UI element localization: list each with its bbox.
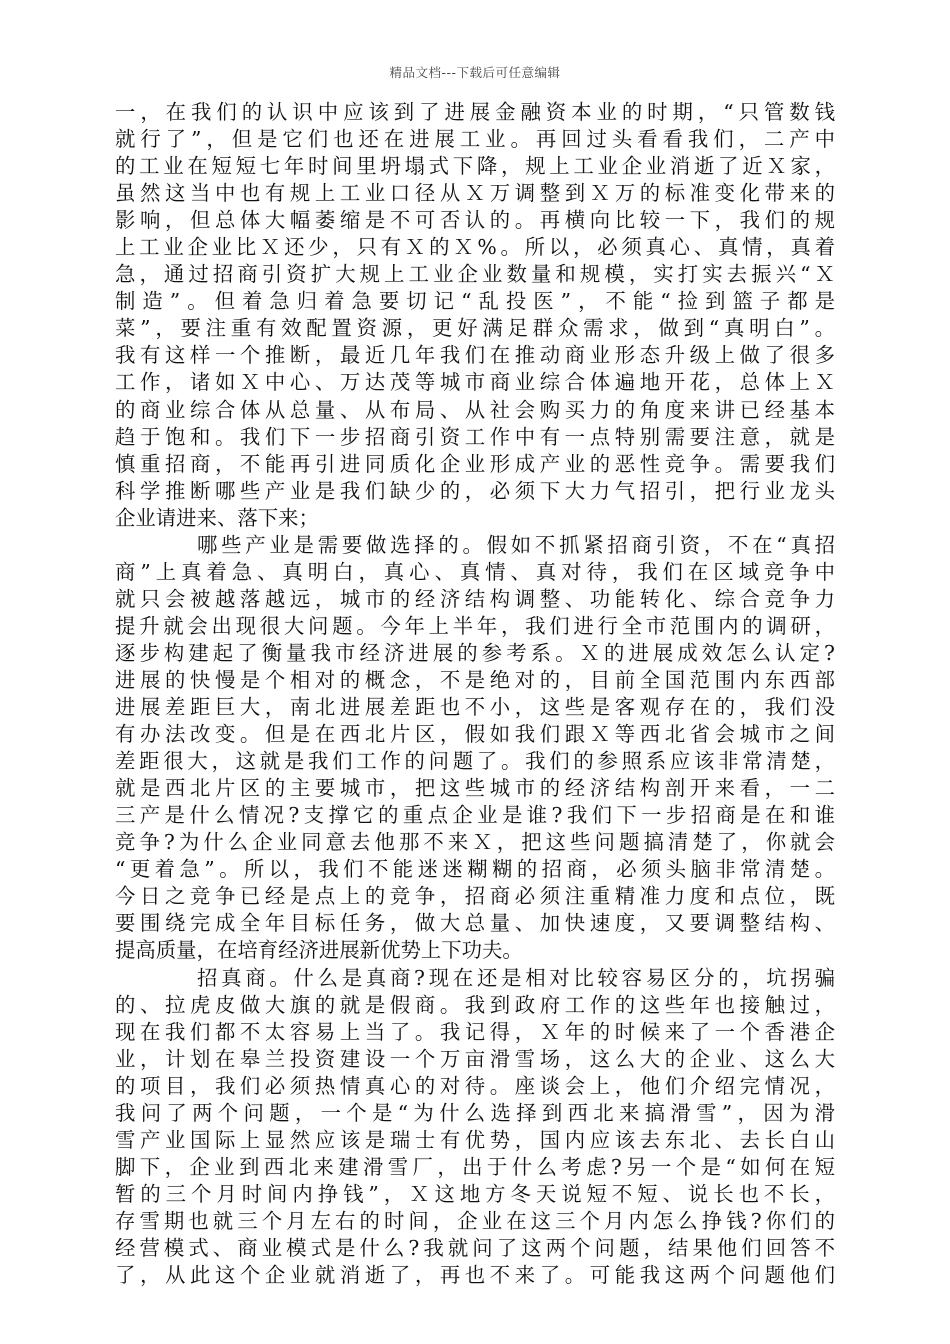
text-line: 就行了”，但是它们也还在进展工业。再回过头看看我们，二产中	[115, 127, 835, 152]
text-line: “更着急”。所以，我们不能迷迷糊糊的招商，必须头脑非常清楚。	[115, 857, 835, 882]
text-line: 提高质量，在培育经济进展新优势上下功夫。	[115, 938, 523, 963]
text-line: 存雪期也就三个月左右的时间，企业在这三个月内怎么挣钱?你们的	[115, 1208, 835, 1233]
text-line: 科学推断哪些产业是我们缺少的，必须下大力气招引，把行业龙头	[115, 478, 835, 503]
text-line: 业，计划在皋兰投资建设一个万亩滑雪场，这么大的企业、这么大	[115, 1046, 835, 1071]
text-line: 提升就会出现很大问题。今年上半年，我们进行全市范围内的调研，	[115, 613, 835, 638]
text-line: 工作，诸如Ｘ中心、万达茂等城市商业综合体遍地开花，总体上Ｘ	[115, 370, 835, 395]
page-header: 精品文档---下载后可任意编辑	[389, 65, 561, 80]
text-line: 雪产业国际上显然应该是瑞士有优势，国内应该去东北、去长白山	[115, 1127, 835, 1152]
text-line: 暂的三个月时间内挣钱”，Ｘ这地方冬天说短不短、说长也不长，	[115, 1181, 835, 1206]
text-line: 进展差距巨大，南北进展差距也不小，这些是客观存在的，我们没	[115, 695, 835, 720]
text-line: 现在我们都不太容易上当了。我记得，Ｘ年的时候来了一个香港企	[115, 1019, 835, 1044]
text-line: 有办法改变。但是在西北片区，假如我们跟Ｘ等西北省会城市之间	[115, 722, 835, 747]
text-line: 急，通过招商引资扩大规上工业企业数量和规模，实打实去振兴“Ｘ	[115, 262, 835, 287]
text-line: 虽然这当中也有规上工业口径从Ｘ万调整到Ｘ万的标准变化带来的	[115, 181, 835, 206]
text-line: 我问了两个问题，一个是“为什么选择到西北来搞滑雪”，因为滑	[115, 1100, 835, 1125]
body-text	[115, 99, 835, 1289]
text-line: 影响，但总体大幅萎缩是不可否认的。再横向比较一下，我们的规	[115, 208, 835, 233]
text-line: 的、拉虎皮做大旗的就是假商。我到政府工作的这些年也接触过，	[115, 992, 835, 1017]
text-line: 就是西北片区的主要城市，把这些城市的经济结构剖开来看，一二	[115, 776, 835, 801]
text-line: 的工业在短短七年时间里坍塌式下降，规上工业企业消逝了近Ｘ家，	[115, 154, 835, 179]
text-line: 我有这样一个推断，最近几年我们在推动商业形态升级上做了很多	[115, 343, 835, 368]
text-line: 就只会被越落越远，城市的经济结构调整、功能转化、综合竞争力	[115, 586, 835, 611]
text-line: 差距很大，这就是我们工作的问题了。我们的参照系应该非常清楚，	[115, 749, 835, 774]
text-line: 菜”，要注重有效配置资源，更好满足群众需求，做到“真明白”。	[115, 316, 835, 341]
text-line: 脚下，企业到西北来建滑雪厂，出于什么考虑?另一个是“如何在短	[115, 1154, 835, 1179]
text-line: 了，从此这个企业就消逝了，再也不来了。可能我这两个问题他们	[115, 1263, 835, 1288]
text-line: 商”上真着急、真明白，真心、真情、真对待，我们在区域竞争中	[115, 559, 835, 584]
text-line: 哪些产业是需要做选择的。假如不抓紧招商引资，不在“真招	[197, 532, 835, 557]
text-line: 趋于饱和。我们下一步招商引资工作中有一点特别需要注意，就是	[115, 424, 835, 449]
text-line: 进展的快慢是个相对的概念，不是绝对的，目前全国范围内东西部	[115, 667, 835, 692]
text-line: 上工业企业比Ｘ还少，只有Ｘ的Ｘ%。所以，必须真心、真情，真着	[115, 235, 835, 260]
text-line: 逐步构建起了衡量我市经济进展的参考系。Ｘ的进展成效怎么认定?	[115, 640, 835, 665]
text-line: 制造”。但着急归着急要切记“乱投医”，不能“捡到篮子都是	[115, 289, 835, 314]
text-line: 竞争?为什么企业同意去他那不来Ｘ，把这些问题搞清楚了，你就会	[115, 830, 835, 855]
text-line: 慎重招商，不能再引进同质化企业形成产业的恶性竞争。需要我们	[115, 451, 835, 476]
text-line: 今日之竞争已经是点上的竞争，招商必须注重精准力度和点位，既	[115, 884, 835, 909]
text-line: 招真商。什么是真商?现在还是相对比较容易区分的，坑拐骗	[197, 965, 835, 990]
text-line: 一，在我们的认识中应该到了进展金融资本业的时期，“只管数钱	[115, 100, 835, 124]
text-line: 企业请进来、落下来；	[115, 505, 319, 530]
text-line: 的项目，我们必须热情真心的对待。座谈会上，他们介绍完情况，	[115, 1073, 835, 1098]
text-line: 的商业综合体从总量、从布局、从社会购买力的角度来讲已经基本	[115, 397, 835, 422]
text-line: 三产是什么情况?支撑它的重点企业是谁?我们下一步招商是在和谁	[115, 803, 835, 828]
text-line: 经营模式、商业模式是什么?我就问了这两个问题，结果他们回答不	[115, 1235, 835, 1260]
text-line: 要围绕完成全年目标任务，做大总量、加快速度，又要调整结构、	[115, 911, 835, 936]
